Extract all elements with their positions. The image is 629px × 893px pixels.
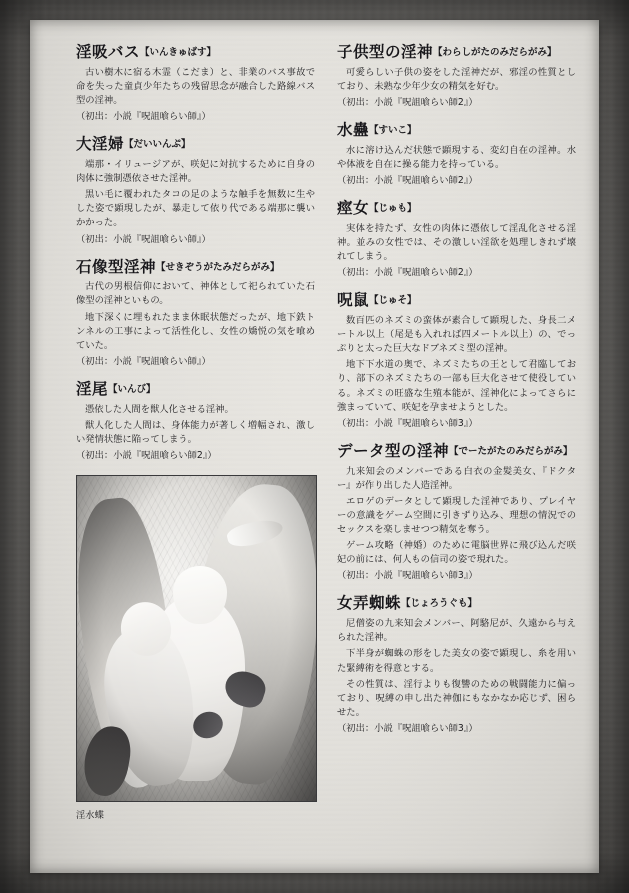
entry-source: （初出：小説『呪詛喰らい師』） xyxy=(76,111,211,123)
entry-paragraph: 地下深くに埋もれたまま休眠状態だったが、地下鉄トンネルの工事によって活性化し、女性の嬌悦の気を喰めていた。 xyxy=(76,311,315,351)
entry-title-text: 女弄蜘蛛 xyxy=(337,594,402,613)
entry-title xyxy=(76,44,315,62)
entry-title-text: 子供型の淫神 xyxy=(337,43,434,61)
entry-title-kana: 【すいこ】 xyxy=(369,125,417,136)
entry-title xyxy=(337,44,576,62)
entry-inbi xyxy=(76,381,315,463)
entry-source: （初出：小説『呪詛喰らい師』） xyxy=(76,233,211,245)
entry-title xyxy=(337,292,576,310)
entry-paragraph: 古代の男根信仰において、神体として祀られていた石像型の淫神といもの。 xyxy=(76,281,315,307)
illustration-image xyxy=(76,475,317,802)
entry-paragraph: 黒い毛に覆われたタコの足のような触手を無数に生やした姿で顕現したが、暴走して依り代である端那に襲いかかった。 xyxy=(76,189,315,229)
entry-source: （初出：小説『呪詛喰らい師2』） xyxy=(337,175,478,187)
illustration-vignette xyxy=(77,476,316,801)
entry-source: （初出：小説『呪詛喰らい師3』） xyxy=(337,570,478,582)
two-column-layout xyxy=(76,44,576,844)
entry-title-text: 石像型淫神 xyxy=(76,257,157,276)
entry-title-kana: 【わらしがたのみだらがみ】 xyxy=(433,47,557,58)
entry-jorougumo xyxy=(337,595,576,736)
entry-source: （初出：小説『呪詛喰らい師』） xyxy=(76,355,211,367)
entry-paragraph: 尼僧姿の九来知会メンバー、阿駱尼が、久遠から与えられた淫神。 xyxy=(337,618,576,644)
right-column xyxy=(337,44,576,844)
entry-source: （初出：小説『呪詛喰らい師3』） xyxy=(337,723,478,735)
entry-title-kana: 【だいいんぷ】 xyxy=(124,139,191,151)
entry-title xyxy=(337,122,576,140)
entry-paragraph: 下半身が蜘蛛の形をした美女の姿で顕現し、糸を用いた緊縛術を得意とする。 xyxy=(337,648,576,674)
entry-juso xyxy=(337,292,576,431)
entry-title xyxy=(76,381,315,399)
entry-title-text: 呪鼠 xyxy=(337,291,370,310)
entry-deetagata-midaragami xyxy=(337,443,576,584)
entry-paragraph: その性質は、淫行よりも復讐のための戦闘能力に偏っており、呪縛の申し出た神伽にもなかなか応じず、困らせた。 xyxy=(337,678,576,718)
entry-warashigata-midaragami xyxy=(337,44,576,110)
entry-title xyxy=(337,595,576,613)
entry-source: （初出：小説『呪詛喰らい師2』） xyxy=(76,450,217,462)
entry-inkyubasu xyxy=(76,44,315,124)
entry-title-kana: 【でーたがたのみだらがみ】 xyxy=(449,445,573,457)
entry-title-kana: 【いんび】 xyxy=(108,383,156,395)
entry-paragraph: ゲーム攻略（神婚）のために電脳世界に飛び込んだ咲妃の前には、何人もの信司の姿で現れた。 xyxy=(337,540,576,566)
entry-paragraph: 古い樹木に宿る木霊（こだま）と、非業のバス事故で命を失った童貞少年たちの残留思念が融合した路線バス型の淫神。 xyxy=(76,66,315,107)
entry-title-kana: 【せきぞうがたみだらがみ】 xyxy=(156,261,280,273)
entry-title-kana: 【じょろうぐも】 xyxy=(401,598,478,610)
entry-title-text: 大淫婦 xyxy=(76,135,125,154)
entry-paragraph: 憑依した人間を獣人化させる淫神。 xyxy=(85,403,234,415)
entry-title-kana: 【じゅも】 xyxy=(369,203,417,214)
entry-paragraph: 実体を持たず、女性の肉体に憑依して淫乱化させる淫神。並みの女性では、その激しい淫欲を処理しきれず壊れてしまう。 xyxy=(337,222,576,263)
entry-title xyxy=(337,200,576,218)
entry-paragraph: 獣人化した人間は、身体能力が著しく増幅され、激しい発情状態に陥ってしまう。 xyxy=(76,419,315,445)
entry-title xyxy=(76,136,315,154)
entry-suiko xyxy=(337,122,576,188)
entry-daiinpu xyxy=(76,136,315,246)
entry-title xyxy=(76,259,315,277)
entry-title-text: 痙女 xyxy=(337,199,370,217)
entry-source: （初出：小説『呪詛喰らい師2』） xyxy=(337,267,478,279)
paper-sheet xyxy=(30,20,599,873)
entry-title-kana: 【いんきゅばす】 xyxy=(140,47,217,58)
entry-paragraph: 可愛らしい子供の姿をした淫神だが、邪淫の性質としており、未熟な少年少女の精気を好む。 xyxy=(337,66,576,92)
entry-source: （初出：小説『呪詛喰らい師3』） xyxy=(337,417,478,429)
entry-paragraph: 水に溶け込んだ状態で顕現する、変幻自在の淫神。水や体液を自在に操る能力を持っている。 xyxy=(337,144,576,170)
entry-title-kana: 【じゅそ】 xyxy=(369,295,417,307)
entry-paragraph: エロゲのデータとして顕現した淫神であり、プレイヤーの意識をゲーム空間に引きずり込み、理想の情況でのセックスを楽しませつつ精気を奪う。 xyxy=(337,495,576,536)
left-column xyxy=(76,44,315,844)
entry-title-text: 水蠱 xyxy=(337,121,370,139)
entry-paragraph: 九来知会のメンバーである白衣の金髪美女、『ドクター』が作り出した人造淫神。 xyxy=(337,465,576,491)
entry-paragraph: 地下下水道の奥で、ネズミたちの王として君臨しており、部下のネズミたちの一部も巨大化させて使役している。ネズミの旺盛な生殖本能が、淫神化によってさらに強まっていて、咲妃を孕ませようとした。 xyxy=(337,359,576,413)
entry-source: （初出：小説『呪詛喰らい師2』） xyxy=(337,97,478,109)
entry-jumo xyxy=(337,200,576,280)
entry-paragraph: 端那・イリュージアが、咲妃に対抗するために自身の肉体に強制憑依させた淫神。 xyxy=(76,158,315,185)
entry-title-text: 淫尾 xyxy=(76,379,109,398)
entry-title-text: データ型の淫神 xyxy=(337,441,450,460)
entry-title-text: 淫吸バス xyxy=(76,43,141,61)
entry-paragraph: 数百匹のネズミの蛮体が素合して顕現した、身長二メートル以上（尾是も入れれば四メートル以上）の、でっぷりと太った巨大なドブネズミ型の淫神。 xyxy=(337,314,576,355)
entry-title xyxy=(337,443,576,461)
entry-sekizougata-midaragami xyxy=(76,259,315,369)
illustration-caption: 淫水蝶 xyxy=(76,810,104,821)
